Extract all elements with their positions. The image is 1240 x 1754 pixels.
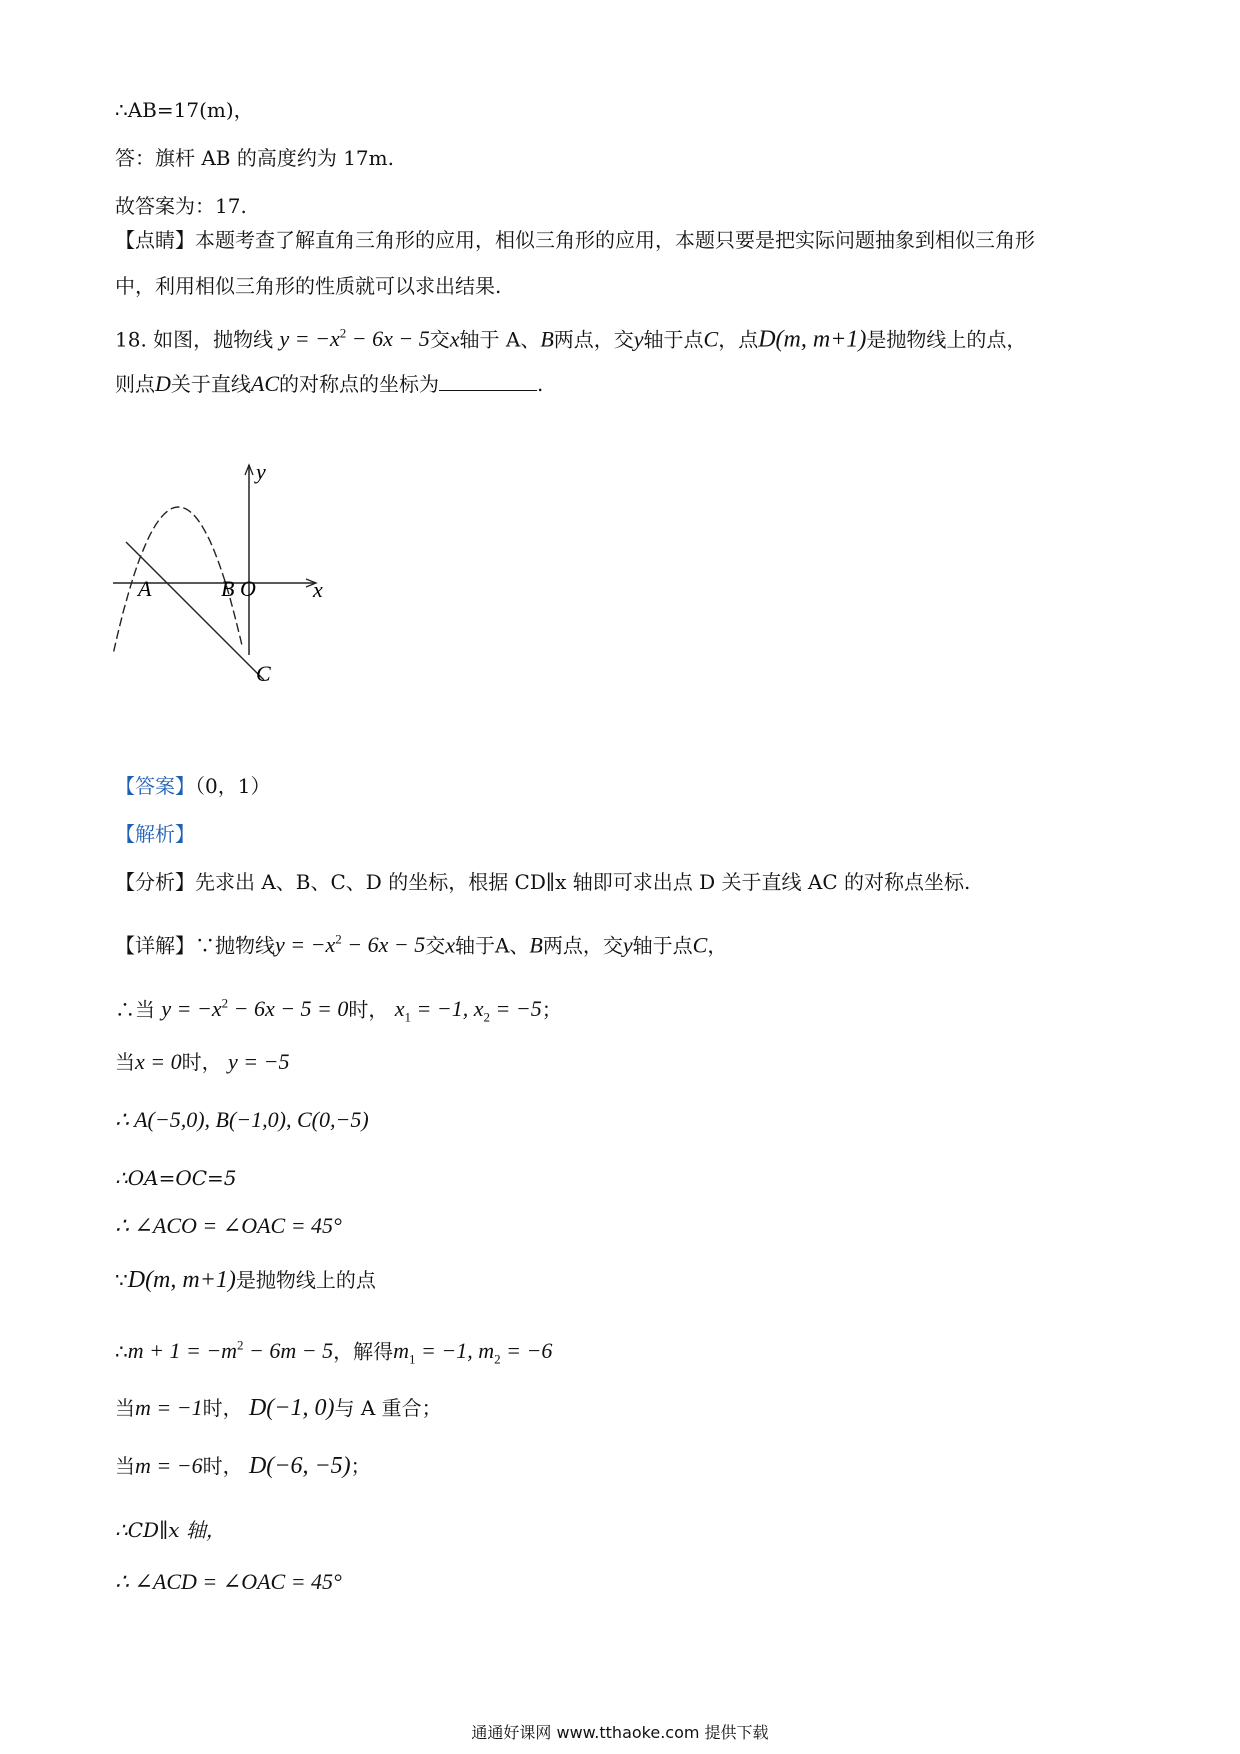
step-6-point-d: D(m, m+1) [127, 1267, 236, 1293]
text-about-line: 关于直线 [170, 372, 251, 396]
line-ac: AC [250, 371, 280, 396]
point-d-expr: D(m, m+1) [758, 326, 867, 353]
dianjing-tag: 【点睛】 [115, 228, 195, 252]
step-1-when: 时， [348, 997, 389, 1022]
step-9-end: ； [350, 1454, 371, 1478]
point-a: A [505, 327, 521, 352]
text-zhouyu: 轴于 [459, 327, 500, 352]
text-zedian: 则点 [115, 372, 155, 396]
text-jiao-2: 交 [425, 933, 446, 958]
x-var: x [449, 326, 460, 352]
step-7-equation: $m + 1 = -m^2 - 6m - 5$ [127, 1338, 334, 1364]
line-ac-segment [126, 542, 264, 680]
label-x: x [313, 577, 323, 602]
point-d: D [155, 371, 171, 396]
step-1-prefix: ∴当 [115, 997, 155, 1022]
label-c: C [256, 661, 271, 686]
dianjing-text: 本题考查了解直角三角形的应用，相似三角形的应用，本题只要是把实际问题抽象到相似三角形 [195, 228, 1035, 252]
text-zhouyu-2: 轴于 [454, 933, 495, 958]
step-7-roots: $m_1 = -1$, $m_2 = -6$ [393, 1338, 553, 1367]
comma-2: ， [707, 933, 728, 958]
text-on-parabola: 是抛物线上的点， [866, 327, 1027, 352]
step-1-equation: $y = -x^2 - 6x - 5 = 0$ [161, 996, 349, 1022]
step-9-when: 时， [202, 1454, 243, 1478]
text-jiao: 交 [429, 327, 450, 352]
step-3-coordinates: ∴ A(−5,0), B(−1,0), C(0,−5) [115, 1107, 369, 1132]
label-a: A [138, 576, 152, 601]
point-c-2: C [692, 932, 708, 958]
analysis-heading [115, 820, 195, 848]
text-two-points: 两点，交 [553, 327, 634, 352]
answer-sentence: 答：旗杆 AB 的高度约为 17m. [115, 146, 394, 170]
text-point: ，点 [718, 327, 759, 352]
parabola-figure [108, 455, 368, 686]
step-2-when: 时， [181, 1050, 222, 1074]
label-o: O [240, 576, 256, 601]
step-6 [115, 1266, 376, 1294]
step-9-point-d: D(−6, −5) [248, 1453, 351, 1479]
step-7 [115, 1332, 552, 1374]
xiangjie-tag: 【详解】 [115, 933, 195, 958]
step-9-equation: m = −6 [135, 1453, 203, 1478]
point-b-2: B [529, 932, 543, 958]
step-8-text: 与 A 重合； [334, 1396, 442, 1420]
y-var: y [633, 326, 644, 352]
text-y-axis: 轴于点 [643, 327, 704, 352]
footer-source: 通通好课网 www.tthaoke.com 提供下载 [471, 1723, 769, 1742]
label-b: B [221, 576, 235, 601]
point-a-2: A [494, 933, 510, 958]
step-4-oa-oc: ∴OA=OC=5 [115, 1166, 237, 1190]
step-2 [115, 1048, 289, 1076]
text-two-points-2: 两点，交 [542, 933, 623, 958]
analysis-tag: 【解析】 [115, 822, 195, 846]
xiangjie-equation: $y = -x^2 - 6x - 5$ [275, 932, 426, 958]
y-var-2: y [622, 932, 633, 958]
fenxi-line [115, 868, 970, 896]
final-answer-17: 故答案为：17. [115, 194, 247, 218]
answer-line [115, 772, 270, 800]
question-18-line-2 [115, 370, 543, 398]
step-7-prefix: ∴ [115, 1339, 128, 1364]
step-6-text: 是抛物线上的点 [235, 1268, 376, 1292]
step-6-because: ∵ [115, 1268, 128, 1292]
conclusion-ab: ∴AB=17(m)， [115, 98, 254, 122]
step-8-point-d: D(−1, 0) [248, 1395, 335, 1421]
xiangjie-line [115, 926, 727, 959]
step-11-angles: ∴ ∠ACD = ∠OAC = 45° [115, 1569, 342, 1594]
step-8-equation: m = −1 [135, 1395, 203, 1420]
text-y-axis-2: 轴于点 [632, 933, 693, 958]
dianjing-line-2: 中，利用相似三角形的性质就可以求出结果. [115, 274, 502, 298]
step-8 [115, 1394, 442, 1422]
question-number: 18. 如图，抛物线 [115, 327, 274, 352]
step-2-prefix: 当 [115, 1050, 135, 1074]
step-10-parallel: ∴CD∥x 轴， [115, 1518, 226, 1542]
question-18-line-1 [115, 320, 1026, 353]
answer-tag: 【答案】 [115, 774, 195, 798]
step-7-solve: ，解得 [333, 1339, 394, 1364]
sep-2: 、 [509, 933, 530, 958]
step-5-angles: ∴ ∠ACO = ∠OAC = 45° [115, 1213, 342, 1238]
parabola-equation: $y = -x^2 - 6x - 5$ [279, 326, 430, 352]
step-1-end: ； [541, 997, 562, 1022]
step-2-equation: x = 0 [135, 1049, 182, 1074]
text-because: ∵抛物线 [195, 933, 275, 958]
step-1 [115, 990, 562, 1032]
step-8-when: 时， [202, 1396, 243, 1420]
step-2-value: y = −5 [227, 1049, 290, 1074]
fenxi-tag: 【分析】 [115, 870, 195, 894]
fenxi-text: 先求出 A、B、C、D 的坐标，根据 CD∥x 轴即可求出点 D 关于直线 AC 的对称点坐标. [195, 870, 971, 894]
text-sym-point: 的对称点的坐标为 [279, 372, 440, 396]
step-9 [115, 1452, 371, 1480]
step-9-prefix: 当 [115, 1454, 135, 1478]
step-8-prefix: 当 [115, 1396, 135, 1420]
point-b: B [540, 326, 554, 352]
sep: 、 [520, 327, 541, 352]
dianjing-line-1 [115, 226, 1035, 254]
answer-blank [439, 372, 537, 391]
point-c: C [703, 326, 719, 352]
answer-value: （0，1） [195, 774, 271, 798]
label-y: y [256, 459, 266, 484]
step-1-roots: $x_1 = -1$, $x_2 = -5$ [394, 996, 542, 1025]
x-var-2: x [445, 932, 455, 958]
period: . [537, 372, 544, 396]
